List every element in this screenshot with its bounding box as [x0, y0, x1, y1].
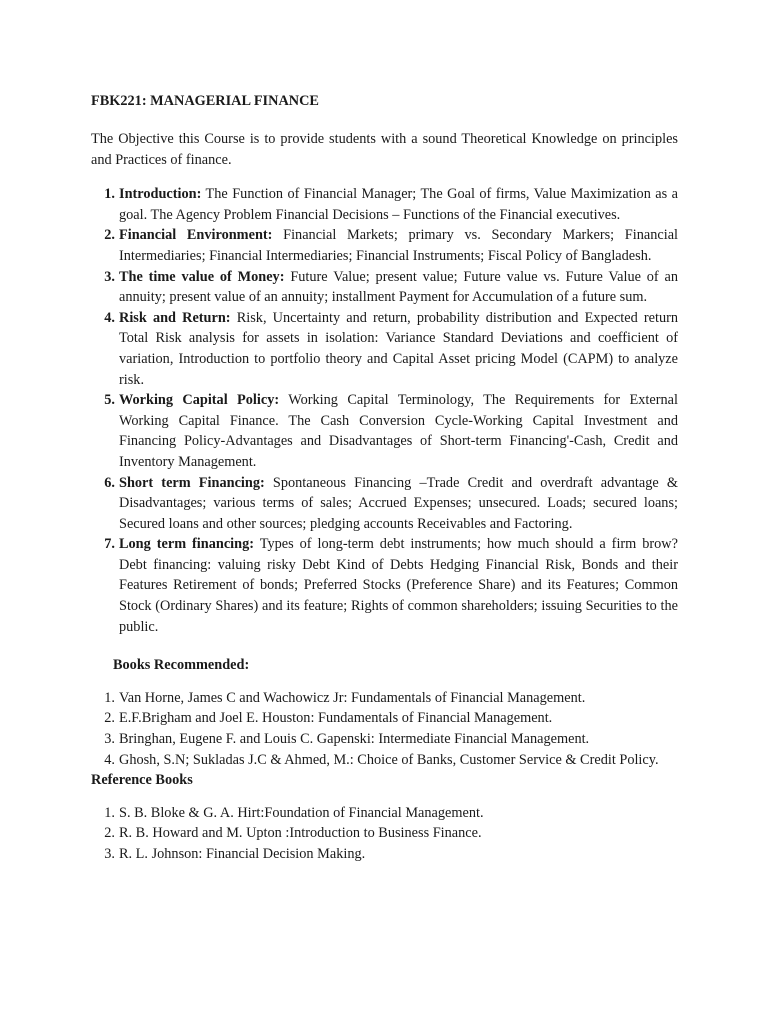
- topic-body: Financial Markets; primary vs. Secondary Markers; Financial Intermediaries; Financial Intermediaries; Financial Instruments; Fiscal Policy of Bangladesh.: [119, 227, 679, 264]
- reference-text: R. B. Howard and M. Upton :Introduction to Business Finance.: [119, 825, 482, 842]
- topic-body: Risk, Uncertainty and return, probability distribution and Expected return Total Risk analysis for assets in isolation: Variance Standard Deviations and coefficient of variation, Introduction to portfolio theory and Capital Asset pricing Model (CAPM) to analyze risk.: [119, 309, 679, 388]
- book-item: [104, 750, 678, 771]
- reference-item: [104, 823, 678, 844]
- book-text: E.F.Brigham and Joel E. Houston: Fundamentals of Financial Management.: [119, 710, 553, 727]
- topic-heading: Financial Environment:: [119, 227, 273, 244]
- book-number: 3.: [104, 731, 115, 748]
- reference-item: [104, 844, 678, 865]
- book-number: 4.: [104, 751, 115, 768]
- book-item: [104, 708, 678, 729]
- topic-number: 7.: [104, 536, 115, 553]
- reference-list: [91, 803, 678, 865]
- book-number: 2.: [104, 710, 115, 727]
- topic-body: Spontaneous Financing –Trade Credit and overdraft advantage & Disadvantages; various terms of sales; Accrued Expenses; unsecured. Loads; secured loans; Secured loans and other sources; pledging accounts Receivables and Factoring.: [119, 474, 678, 532]
- topic-heading: Short term Financing:: [119, 474, 265, 491]
- reference-text: R. L. Johnson: Financial Decision Making.: [119, 846, 366, 862]
- book-number: 1.: [104, 689, 115, 706]
- reference-books-heading: Reference Books: [91, 772, 193, 789]
- topic-item: [104, 267, 679, 308]
- topic-item: [104, 390, 678, 472]
- reference-text: S. B. Bloke & G. A. Hirt:Foundation of Financial Management.: [119, 804, 484, 821]
- topic-heading: The time value of Money:: [119, 268, 285, 285]
- book-text: Van Horne, James C and Wachowicz Jr: Fundamentals of Financial Management.: [119, 689, 586, 706]
- reference-number: 3.: [104, 846, 115, 862]
- topic-list: [91, 184, 678, 637]
- topic-item: [104, 184, 678, 225]
- reference-number: 2.: [104, 825, 115, 842]
- book-item: [104, 729, 678, 750]
- book-item: [104, 688, 678, 709]
- topic-item: [104, 308, 679, 390]
- document-page: [91, 91, 678, 865]
- topic-heading: Working Capital Policy:: [119, 392, 280, 409]
- topic-number: 1.: [104, 186, 115, 203]
- topic-number: 6.: [104, 474, 115, 491]
- topic-body: Working Capital Terminology, The Requirements for External Working Capital Finance. The Cash Conversion Cycle-Working Capital Investment and Financing Policy-Advantages and Disadvantages of Short-term Financing'-Cash, Credit and Inventory Management.: [119, 392, 678, 470]
- book-text: Ghosh, S.N; Sukladas J.C & Ahmed, M.: Choice of Banks, Customer Service & Credit Policy.: [119, 751, 659, 768]
- reference-item: [104, 803, 678, 824]
- course-objective: The Objective this Course is to provide students with a sound Theoretical Knowledge on principles and Practices of finance.: [91, 131, 678, 168]
- topic-item: [104, 534, 678, 637]
- topic-item: [104, 225, 679, 266]
- topic-heading: Long term financing:: [119, 536, 255, 553]
- topic-number: 3.: [104, 268, 115, 285]
- topic-number: 2.: [104, 227, 115, 244]
- topic-body: Future Value; present value; Future value vs. Future Value of an annuity; present value of an annuity; installment Payment for Accumulation of a future sum.: [119, 268, 679, 306]
- topic-item: [104, 473, 678, 535]
- course-title: FBK221: MANAGERIAL FINANCE: [91, 93, 319, 109]
- topic-body: The Function of Financial Manager; The Goal of firms, Value Maximization as a goal. The Agency Problem Financial Decisions – Functions of the Financial executives.: [119, 186, 678, 223]
- reference-number: 1.: [104, 804, 115, 821]
- book-text: Bringhan, Eugene F. and Louis C. Gapenski: Intermediate Financial Management.: [119, 731, 590, 748]
- topic-heading: Introduction:: [119, 186, 202, 203]
- topic-body: Types of long-term debt instruments; how much should a firm brow? Debt financing: valuing risky Debt Kind of Debts Hedging Financial Risk, Bonds and their Features Retirement of bonds; Preferred Stocks (Preference Share) and its Features; Common Stock (Ordinary Shares) and its feature; Rights of common shareholders; issuing Securities to the public.: [119, 536, 678, 635]
- books-list: [91, 688, 678, 770]
- topic-heading: Risk and Return:: [119, 309, 231, 326]
- books-recommended-heading: Books Recommended:: [113, 657, 250, 674]
- topic-number: 4.: [104, 309, 115, 326]
- topic-number: 5.: [104, 392, 115, 409]
